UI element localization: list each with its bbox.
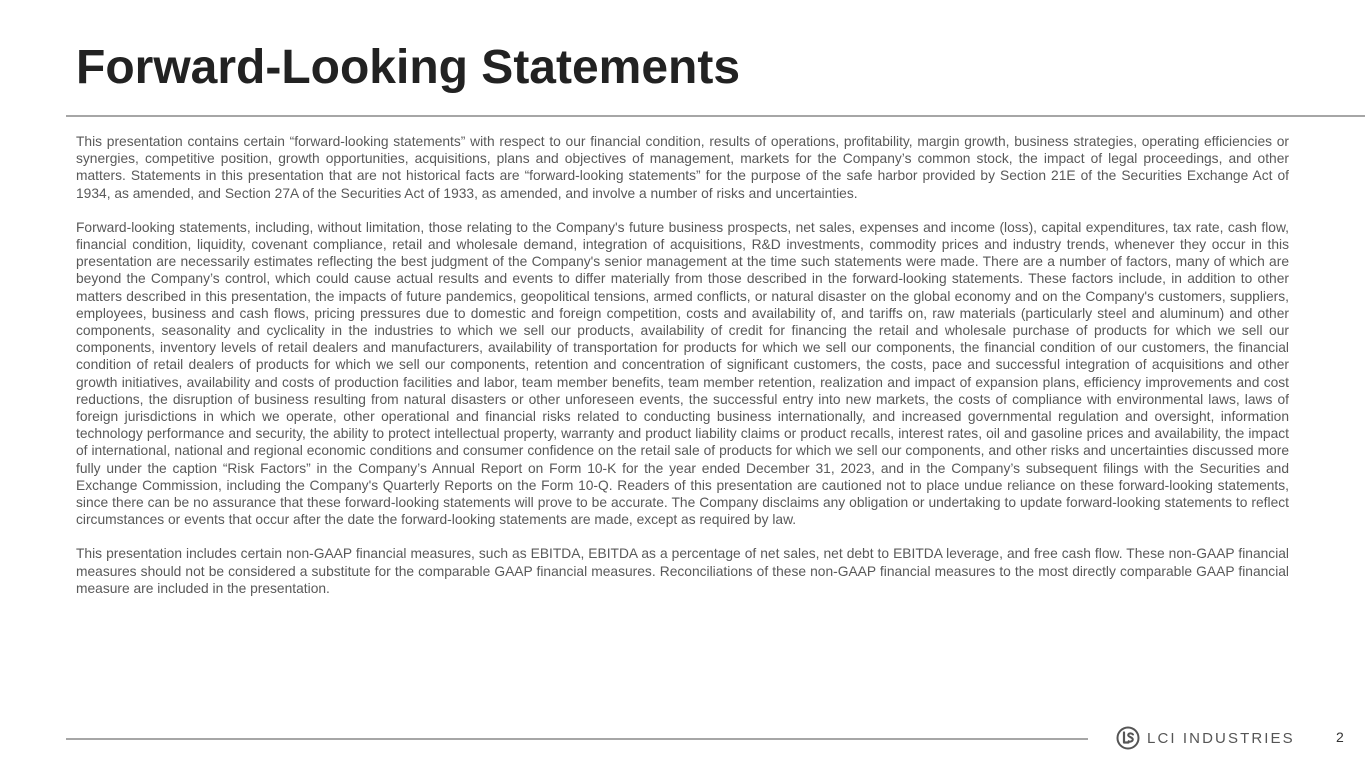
company-logo: [1116, 725, 1295, 751]
lci-logo-icon: [1116, 726, 1140, 750]
paragraph-forward-looking-intro: This presentation contains certain “forward-looking statements” with respect to our financial condition, results of operations, profitability, margin growth, business strategies, operating efficiencies or synergies, competitive position, growth opportunities, acquisitions, plans and objectives of management, markets for the Company’s common stock, the impact of legal proceedings, and other matters. Statements in this presentation that are not historical facts are “forward-looking statements” for the purpose of the safe harbor provided by Section 21E of the Securities Exchange Act of 1934, as amended, and Section 27A of the Securities Act of 1933, as amended, and involve a number of risks and uncertainties.: [76, 134, 1289, 201]
paragraph-non-gaap: This presentation includes certain non-GAAP financial measures, such as EBITDA, EBITDA as a percentage of net sales, net debt to EBITDA leverage, and free cash flow. These non-GAAP financial measures should not be considered a substitute for the comparable GAAP financial measures. Reconciliations of these non-GAAP financial measures to the most directly comparable GAAP financial measure are included in the presentation.: [76, 546, 1289, 596]
slide-body: [76, 133, 1289, 614]
footer-divider: [66, 738, 1088, 740]
title-divider: [66, 115, 1365, 117]
paragraph-risk-factors: Forward-looking statements, including, without limitation, those relating to the Company's future business prospects, net sales, expenses and income (loss), capital expenditures, tax rate, cash flow, financial condition, liquidity, covenant compliance, retail and wholesale demand, integration of acquisitions, R&D investments, commodity prices and industry trends, whenever they occur in this presentation are necessarily estimates reflecting the best judgment of the Company's senior management at the time such statements were made. There are a number of factors, many of which are beyond the Company’s control, which could cause actual results and events to differ materially from those described in the forward-looking statements. These factors include, in addition to other matters described in this presentation, the impacts of future pandemics, geopolitical tensions, armed conflicts, or natural disaster on the global economy and on the Company's customers, suppliers, employees, business and cash flows, pricing pressures due to domestic and foreign competition, costs and availability of, and tariffs on, raw materials (particularly steel and aluminum) and other components, seasonality and cyclicality in the industries to which we sell our products, availability of credit for financing the retail and wholesale purchase of products for which we sell our components, inventory levels of retail dealers and manufacturers, availability of transportation for products for which we sell our components, the financial condition of our customers, the financial condition of retail dealers of products for which we sell our components, retention and concentration of significant customers, the costs, pace and successful integration of acquisitions and other growth initiatives, availability and costs of production facilities and labor, team member benefits, team member retention, realization and impact of expansion plans, efficiency improvements and cost reductions, the disruption of business resulting from natural disasters or other unforeseen events, the successful entry into new markets, the costs of compliance with environmental laws, laws of foreign jurisdictions in which we operate, other operational and financial risks related to conducting business internationally, and increased governmental regulation and oversight, information technology performance and security, the ability to protect intellectual property, warranty and product liability claims or product recalls, interest rates, oil and gasoline prices and availability, the impact of international, national and regional economic conditions and consumer confidence on the retail sale of products for which we sell our components, and other risks and uncertainties discussed more fully under the caption “Risk Factors” in the Company’s Annual Report on Form 10-K for the year ended December 31, 2023, and in the Company’s subsequent filings with the Securities and Exchange Commission, including the Company's Quarterly Reports on the Form 10-Q. Readers of this presentation are cautioned not to place undue reliance on these forward-looking statements, since there can be no assurance that these forward-looking statements will prove to be accurate. The Company disclaims any obligation or undertaking to update forward-looking statements to reflect circumstances or events that occur after the date the forward-looking statements are made, except as required by law.: [76, 219, 1289, 528]
slide-title: Forward-Looking Statements: [76, 41, 741, 94]
page-number: 2: [1336, 729, 1344, 745]
company-name: LCI INDUSTRIES: [1147, 729, 1295, 747]
